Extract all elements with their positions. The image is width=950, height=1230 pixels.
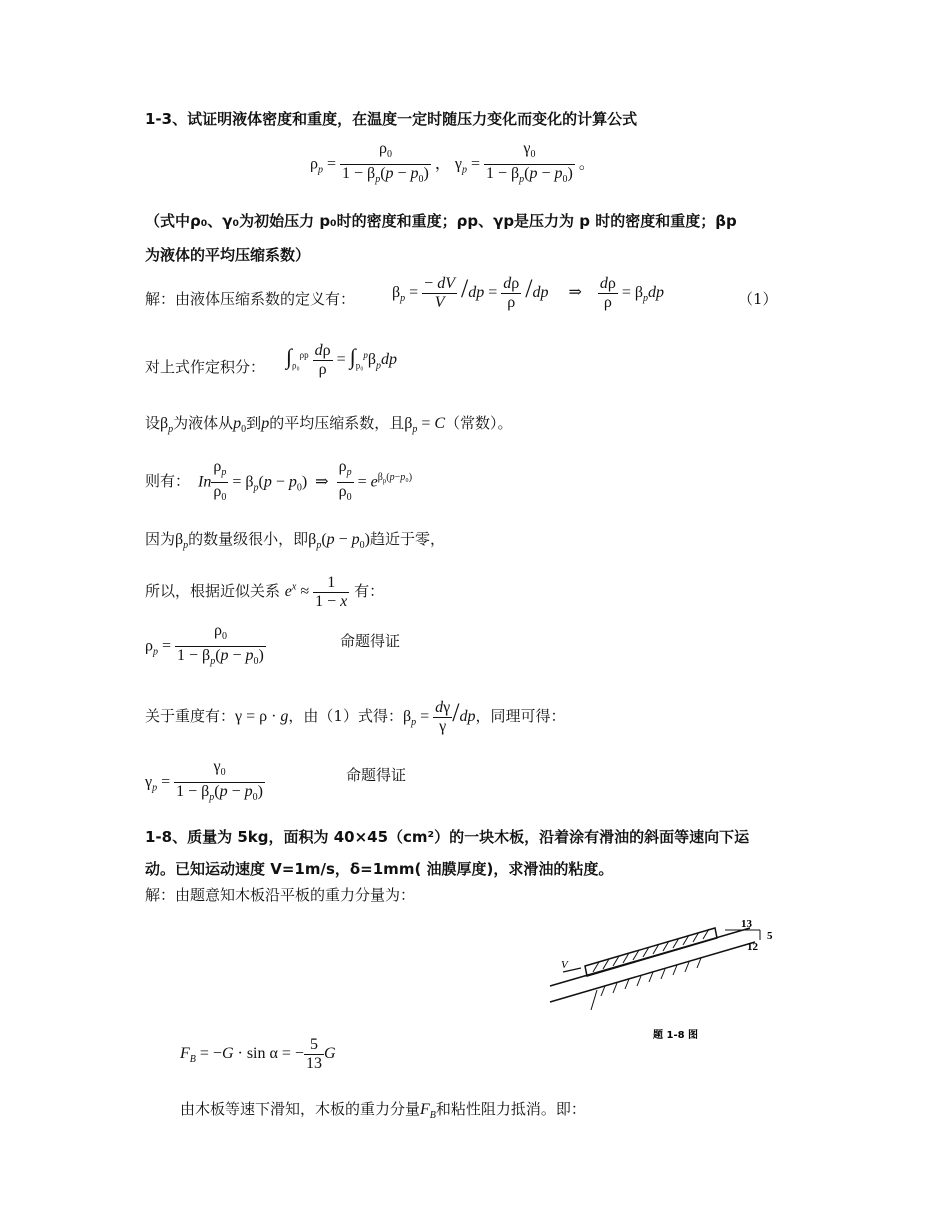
fig-label-13: 13 — [741, 918, 752, 930]
then-label: 则有： — [145, 472, 191, 490]
fig-label-5: 5 — [767, 930, 773, 942]
inclined-plane-figure — [545, 910, 795, 1050]
compressibility-equation: $\beta_p$ = $\frac{- dV}{V}$ /dp = $\frac{d\rho}{\rho}$ /dp ⇒ $\frac{d\rho}{\rho}$ = $\beta_pdp$ — [392, 274, 665, 311]
gamma-result: $\gamma_p$ = $\frac{\gamma_0}{1 - \beta_p(p - p_0)}$ — [145, 758, 263, 804]
problem-1-8-heading-1: 1-8、质量为 5kg，面积为 40×45（cm²）的一块木板，沿着涂有滑油的斜面等速向下运 — [145, 828, 750, 846]
integral-equation: $\int_{\rho_0}^{\rho p}$ $\frac{d\rho}{\rho}$ = $\int_{p_0}^p\beta_pdp$ — [286, 342, 397, 378]
figure-caption: 题 1-8 图 — [653, 1030, 699, 1041]
proved-2: 命题得证 — [346, 766, 407, 784]
fig-label-12: 12 — [747, 941, 758, 953]
note-line-1: （式中ρ₀、γ₀为初始压力 p₀时的密度和重度；ρp、γp是压力为 p 时的密度和重度；βp — [145, 212, 737, 230]
integral-label: 对上式作定积分： — [145, 358, 266, 376]
conclusion-line: 由木板等速下滑知，木板的重力分量$F_B$和粘性阻力抵消。即： — [180, 1100, 586, 1122]
equation-tag-1: （1） — [738, 290, 778, 308]
proved-1: 命题得证 — [340, 632, 401, 650]
about-weight-line: 关于重度有：γ = ρ · g，由（1）式得：$\beta_p$ = $\frac{d\gamma}{\gamma}$ /dp，同理可得： — [145, 698, 566, 735]
log-equation: In $\frac{\rho_p}{\rho_0}$ = $\beta_p(p - p_0)$ ⇒ $\frac{\rho_p}{\rho_0}$ = $e^{\beta_p(p-p_0)}$ — [198, 458, 413, 504]
fig-label-v: V — [561, 959, 568, 971]
solution-label: 解：由液体压缩系数的定义有： — [145, 290, 356, 308]
problem-1-3-heading: 1-3、试证明液体密度和重度，在温度一定时随压力变化而变化的计算公式 — [145, 110, 638, 128]
assumption-line: 设$\beta_p$为液体从$p_0$到p的平均压缩系数，且$\beta_p = C$（常数）。 — [145, 414, 513, 436]
problem-1-8-heading-2: 动。已知运动速度 V=1m/s，δ=1mm( 油膜厚度)，求滑油的粘度。 — [145, 860, 614, 878]
main-formula: $\rho_p$ = $\frac{\rho_0}{1 - \beta_p(p - p_0)}$ ， $\gamma_p$ = $\frac{\gamma_0}{1 - \beta_p(p - p_0)}$ 。 — [310, 140, 595, 186]
because-line: 因为$\beta_p$的数量级很小，即$\beta_p(p - p_0)$趋近于零， — [145, 530, 446, 552]
problem-1-8-solution-label: 解：由题意知木板沿平板的重力分量为： — [145, 886, 416, 904]
note-line-2: 为液体的平均压缩系数） — [145, 246, 311, 264]
so-line: 所以，根据近似关系 $e^x$ ≈ $\frac{1}{1 - x}$ 有： — [145, 574, 385, 610]
force-component-equation: $F_B = -G \cdot \sin \alpha$ = − $\frac{5}{13}$ G — [180, 1036, 336, 1072]
rho-result: $\rho_p$ = $\frac{\rho_0}{1 - \beta_p(p - p_0)}$ — [145, 622, 264, 668]
